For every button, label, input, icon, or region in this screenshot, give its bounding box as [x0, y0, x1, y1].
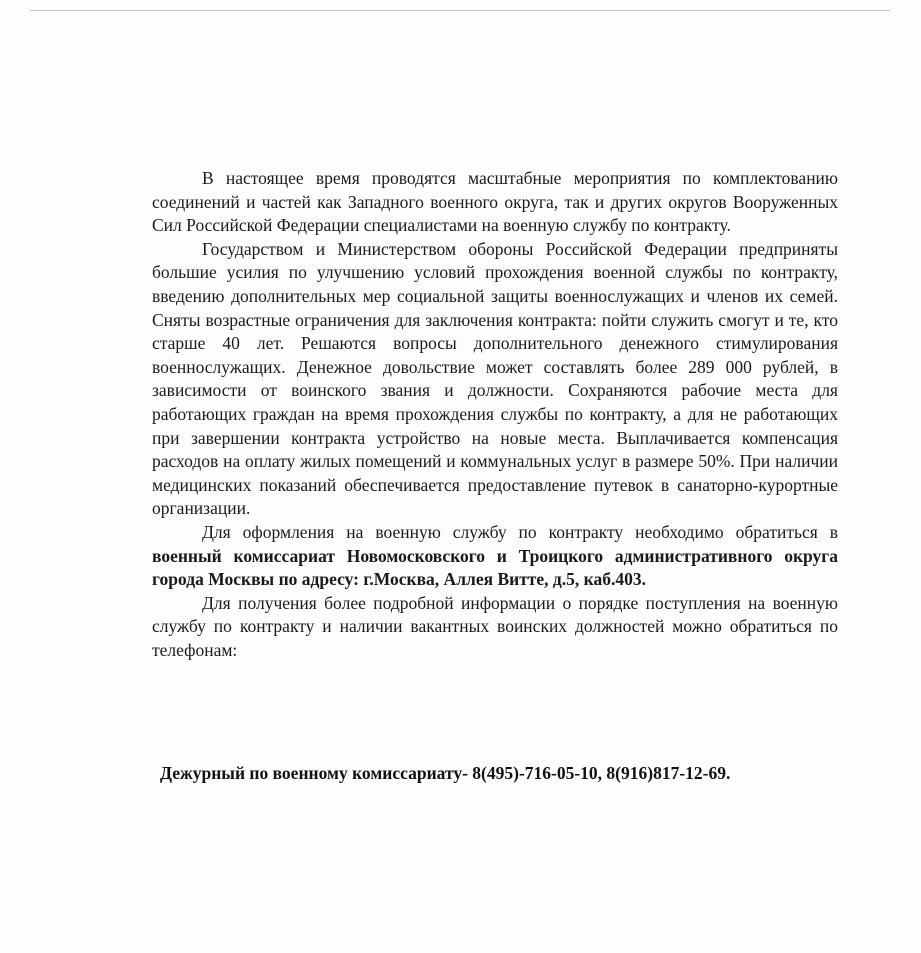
document-body — [152, 167, 838, 662]
paragraph-recruitment: В настоящее время проводятся масштабные мероприятия по комплектованию соединений и частей как Западного военного округа, так и других округов Вооруженных Сил Российской Федерации специалистами на военную службу по контракту. — [152, 168, 838, 236]
commissariat-address: военный комиссариат Новомосковского и Троицкого административного округа города Москвы по адресу: г.Москва, Аллея Витте, д.5, каб.403. — [152, 545, 838, 590]
paragraph-contact-info: Для получения более подробной информации о порядке поступления на военную службу по контракту и наличии вакантных воинских должностей можно обратиться по телефонам: — [152, 592, 838, 660]
duty-phone-line: Дежурный по военному комиссариату- 8(495)-716-05-10, 8(916)817-12-69. — [160, 763, 731, 783]
enlistment-intro-text: Для оформления на военную службу по контракту необходимо обратиться в — [202, 521, 838, 542]
paragraph-enlistment-address — [152, 521, 838, 592]
paragraph-benefits: Государством и Министерством обороны Российской Федерации предприняты большие усилия по улучшению условий прохождения военной службы по контракту, введению дополнительных мер социальной защиты военнослужащих и членов их семей. Сняты возрастные ограничения для заключения контракта: пойти служить смогут и те, кто старше 40 лет. Решаются вопросы дополнительного денежного стимулирования военнослужащих. Денежное довольствие может составлять более 289 000 рублей, в зависимости от воинского звания и должности. Сохраняются рабочие места для работающих граждан на время прохождения службы по контракту, а для не работающих при завершении контракта устройство на новые места. Выплачивается компенсация расходов на оплату жилых помещений и коммунальных услуг в размере 50%. При наличии медицинских показаний обеспечивается предоставление путевок в санаторно-курортные организации. — [152, 238, 838, 519]
scan-edge-line — [30, 10, 890, 11]
